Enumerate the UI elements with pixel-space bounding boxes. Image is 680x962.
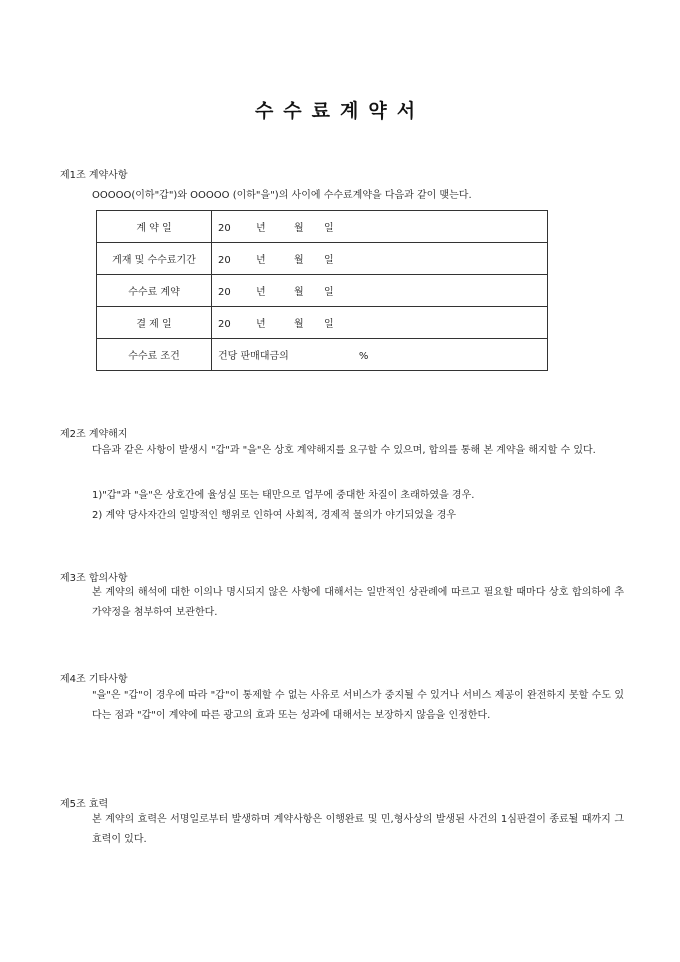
table-row xyxy=(97,211,548,243)
year-prefix: 20 xyxy=(218,287,231,298)
row-value xyxy=(212,243,548,275)
year-unit: 년 xyxy=(256,255,266,266)
row-label: 계 약 일 xyxy=(97,211,212,243)
row-value xyxy=(212,339,548,371)
section-3-body: 본 계약의 해석에 대한 이의나 명시되지 않은 사항에 대해서는 일반적인 상관례에 따르고 필요할 때마다 상호 합의하에 추가약정을 첨부하여 보관한다. xyxy=(92,587,624,618)
section-2-item-2: 2) 계약 당사자간의 일방적인 행위로 인하여 사회적, 경제적 물의가 야기되었을 경우 xyxy=(92,510,457,521)
contract-terms-table xyxy=(96,210,548,371)
year-unit: 년 xyxy=(256,319,266,330)
section-3-heading: 제3조 합의사항 xyxy=(60,573,128,584)
section-4-body: "을"은 "갑"이 경우에 따라 "갑"이 통제할 수 없는 사유로 서비스가 중지될 수 있거나 서비스 제공이 완전하지 못할 수도 있다는 점과 "갑"이 계약에 따른 광고의 효과 또는 성과에 대해서는 보장하지 않음을 인정한다. xyxy=(92,690,624,721)
section-1-heading: 제1조 계약사항 xyxy=(60,170,128,181)
day-unit: 일 xyxy=(324,255,334,266)
month-unit: 월 xyxy=(294,255,304,266)
section-4-heading: 제4조 기타사항 xyxy=(60,674,128,685)
year-prefix: 20 xyxy=(218,319,231,330)
row-label: 게재 및 수수료기간 xyxy=(97,243,212,275)
fee-condition-text: 건당 판매대금의 xyxy=(218,351,289,362)
section-5-body: 본 계약의 효력은 서명일로부터 발생하며 계약사항은 이행완료 및 민,형사상의 발생된 사건의 1심판결이 종료될 때까지 그 효력이 있다. xyxy=(92,814,624,845)
row-label: 수수료 조건 xyxy=(97,339,212,371)
table-row xyxy=(97,339,548,371)
day-unit: 일 xyxy=(324,319,334,330)
row-label: 결 제 일 xyxy=(97,307,212,339)
row-label: 수수료 계약 xyxy=(97,275,212,307)
percent-unit: % xyxy=(358,351,369,362)
section-2-heading: 제2조 계약해지 xyxy=(60,429,128,440)
section-2-item-1: 1)"갑"과 "을"은 상호간에 율성실 또는 태만으로 업무에 중대한 차질이 초래하였을 경우. xyxy=(92,490,475,501)
month-unit: 월 xyxy=(294,319,304,330)
year-unit: 년 xyxy=(256,287,266,298)
table-row xyxy=(97,307,548,339)
section-1-intro: OOOOO(이하"갑")와 OOOOO (이하"을")의 사이에 수수료계약을 다음과 같이 맺는다. xyxy=(92,190,472,201)
year-prefix: 20 xyxy=(218,223,231,234)
year-unit: 년 xyxy=(256,223,266,234)
section-2-body: 다음과 같은 사항이 발생시 "갑"과 "을"은 상호 계약해지를 요구할 수 있으며, 합의를 통해 본 계약을 해지할 수 있다. xyxy=(92,445,596,456)
year-prefix: 20 xyxy=(218,255,231,266)
row-value xyxy=(212,275,548,307)
table-row xyxy=(97,275,548,307)
document-title: 수수료계약서 xyxy=(254,100,426,122)
day-unit: 일 xyxy=(324,287,334,298)
table-row xyxy=(97,243,548,275)
section-5-heading: 제5조 효력 xyxy=(60,799,109,810)
month-unit: 월 xyxy=(294,223,304,234)
row-value xyxy=(212,211,548,243)
day-unit: 일 xyxy=(324,223,334,234)
row-value xyxy=(212,307,548,339)
month-unit: 월 xyxy=(294,287,304,298)
